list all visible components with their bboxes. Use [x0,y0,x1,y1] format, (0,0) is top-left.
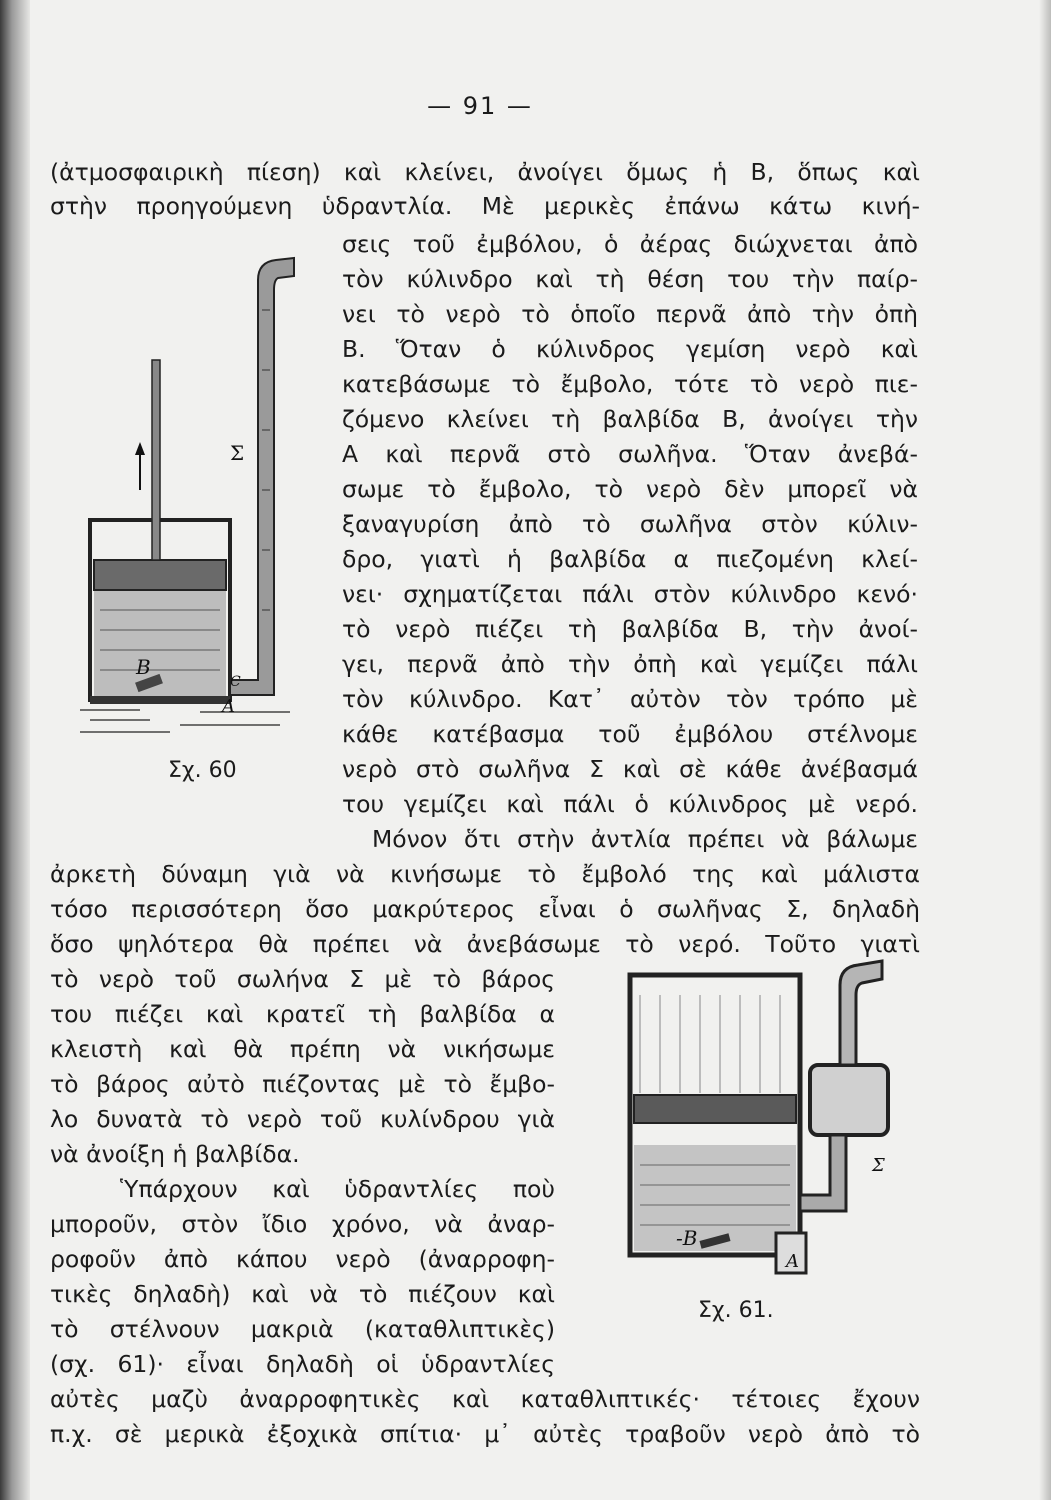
fig61-label-sigma: Σ [872,1155,885,1176]
text-line: κάθε κατέβασμα τοῦ ἐμβόλου στέλνομε [342,720,918,748]
text-line: τὸ βάρος αὐτὸ πιέζοντας μὲ τὸ ἔμβο- [50,1070,555,1098]
figure-60-pump-illustration [80,250,310,750]
text-line: γει, περνᾶ ἀπὸ τὴν ὀπὴ καὶ γεμίζει πάλι [342,650,918,678]
text-line: νει τὸ νερὸ τὸ ὁποῖο περνᾶ ἀπὸ τὴν ὀπὴ [342,300,918,328]
fig60-label-c: C [230,674,241,690]
text-line: στὴν προηγούμενη ὑδραντλία. Μὲ μερικὲς ἐπάνω κάτω κινή- [50,192,920,220]
text-line: (σχ. 61)· εἶναι δηλαδὴ οἱ ὑδραντλίες [50,1350,555,1378]
text-line: νερὸ στὸ σωλῆνα Σ καὶ σὲ κάθε ἀνέβασμά [342,755,918,783]
text-line: (ἀτμοσφαιρικὴ πίεση) καὶ κλείνει, ἀνοίγει ὅμως ἡ Β, ὅπως καὶ [50,158,920,186]
text-line: Μόνον ὅτι στὴν ἀντλία πρέπει νὰ βάλωμε [372,825,918,853]
text-line: δρο, γιατὶ ἡ βαλβίδα α πιεζομένη κλεί- [342,545,918,573]
figure-61-pump-illustration [600,955,910,1290]
figure-61-caption: Σχ. 61. [698,1298,774,1323]
text-line: τὸ στέλνουν μακριὰ (καταθλιπτικὲς) [50,1315,555,1343]
fig61-label-b: -Β [676,1226,698,1250]
text-line: νὰ ἀνοίξη ἡ βαλβίδα. [50,1140,300,1168]
text-line: Β. Ὅταν ὁ κύλινδρος γεμίση νερὸ καὶ [342,335,918,363]
text-line: του γεμίζει καὶ πάλι ὁ κύλινδρος μὲ νερό. [342,790,918,818]
text-line: Ὑπάρχουν καὶ ὑδραντλίες ποὺ [120,1175,555,1203]
fig60-label-sigma: Σ [230,441,245,465]
text-line: τόσο περισσότερη ὅσο μακρύτερος εἶναι ὁ σωλῆνας Σ, δηλαδὴ [50,895,920,923]
text-line: τὸ νερὸ τοῦ σωλήνα Σ μὲ τὸ βάρος [50,965,555,993]
text-line: ὅσο ψηλότερα θὰ πρέπει νὰ ἀνεβάσωμε τὸ νερό. Τοῦτο γιατὶ [50,930,920,958]
fig60-label-a: Α [222,696,235,717]
page-number: — 91 — [427,92,533,120]
text-line: κατεβάσωμε τὸ ἔμβολο, τότε τὸ νερὸ πιε- [342,370,918,398]
fig61-label-a: Α [786,1251,799,1272]
text-line: ζόμενο κλείνει τὴ βαλβίδα Β, ἀνοίγει τὴν [342,405,918,433]
text-line: τὸ νερὸ πιέζει τὴ βαλβίδα Β, τὴν ἀνοί- [342,615,918,643]
fig60-label-b: Β [136,655,151,679]
text-line: σωμε τὸ ἔμβολο, τὸ νερὸ δὲν μπορεῖ νὰ [342,475,918,503]
page-binding-shadow [0,0,30,1500]
text-line: ροφοῦν ἀπὸ κάπου νερὸ (ἀναρροφη- [50,1245,555,1273]
text-line: τὸν κύλινδρο. Κατ᾽ αὐτὸν τὸν τρόπο μὲ [342,685,918,713]
text-line: Α καὶ περνᾶ στὸ σωλῆνα. Ὅταν ἀνεβά- [342,440,918,468]
text-line: αὐτὲς μαζὺ ἀναρροφητικὲς καὶ καταθλιπτικές· τέτοιες ἔχουν [50,1385,920,1413]
text-line: σεις τοῦ ἐμβόλου, ὁ ἀέρας διώχνεται ἀπὸ [342,230,918,258]
text-line: κλειστὴ καὶ θὰ πρέπη νὰ νικήσωμε [50,1035,555,1063]
text-line: ξαναγυρίση ἀπὸ τὸ σωλῆνα στὸν κύλιν- [342,510,918,538]
text-line: π.χ. σὲ μερικὰ ἐξοχικὰ σπίτια· μ᾽ αὐτὲς τραβοῦν νερὸ ἀπὸ τὸ [50,1420,920,1448]
figure-60-caption: Σχ. 60 [168,758,237,783]
text-line: νει· σχηματίζεται πάλι στὸν κύλινδρο κενό· [342,580,918,608]
text-line: λο δυνατὰ τὸ νερὸ τοῦ κυλίνδρου γιὰ [50,1105,555,1133]
text-line: μποροῦν, στὸν ἴδιο χρόνο, νὰ ἀναρ- [50,1210,555,1238]
text-line: ἀρκετὴ δύναμη γιὰ νὰ κινήσωμε τὸ ἔμβολό της καὶ μάλιστα [50,860,920,888]
text-line: τικὲς δηλαδὴ) καὶ νὰ τὸ πιέζουν καὶ [50,1280,555,1308]
text-line: τὸν κύλινδρο καὶ τὴ θέση του τὴν παίρ- [342,265,918,293]
page-edge-right [1039,0,1051,1500]
text-line: του πιέζει καὶ κρατεῖ τὴ βαλβίδα α [50,1000,555,1028]
